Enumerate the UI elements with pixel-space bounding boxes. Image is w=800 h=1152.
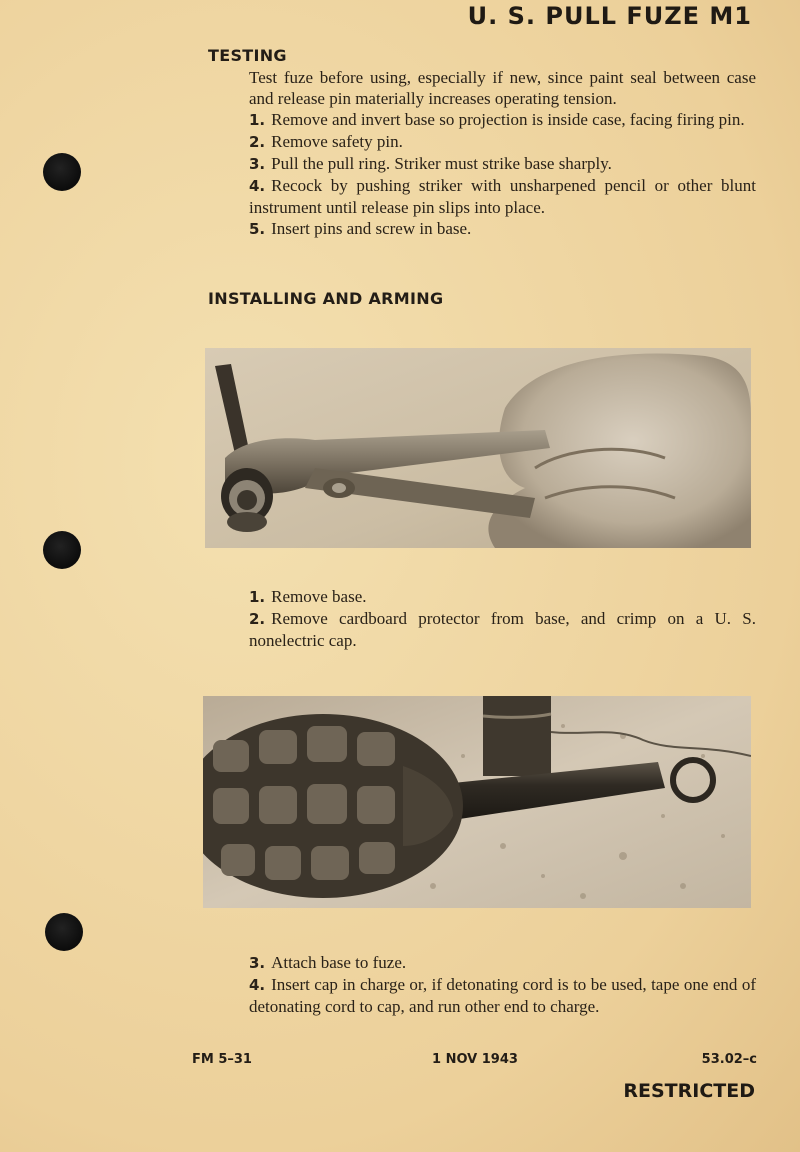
step-text: Insert pins and screw in base.	[271, 219, 472, 238]
crimper-illustration	[205, 348, 751, 548]
binder-hole-top	[43, 153, 81, 191]
testing-heading: TESTING	[208, 46, 287, 65]
testing-step-3	[249, 153, 756, 175]
step-number: 2.	[249, 133, 266, 151]
binder-hole-bottom	[45, 913, 83, 951]
steps-a-list	[249, 586, 756, 651]
step-text: Recock by pushing striker with unsharpened pencil or other blunt instrument until release pin slips into place.	[249, 176, 756, 217]
testing-step-5	[249, 218, 756, 240]
step-text: Insert cap in charge or, if detonating cord is to be used, tape one end of detonating cord to cap, and run other end to charge.	[249, 975, 756, 1016]
testing-step-1	[249, 109, 756, 131]
installing-step-2	[249, 608, 756, 651]
step-number: 1.	[249, 111, 266, 129]
installing-steps-a	[249, 586, 756, 651]
step-text: Remove base.	[271, 587, 367, 606]
step-number: 5.	[249, 220, 266, 238]
installing-heading: INSTALLING AND ARMING	[208, 289, 444, 308]
step-number: 2.	[249, 610, 266, 628]
testing-intro: Test fuze before using, especially if new, since paint seal between case and release pin materially increases operating tension.	[249, 68, 756, 108]
grenade-photo	[203, 696, 751, 908]
step-text: Pull the pull ring. Striker must strike base sharply.	[271, 154, 612, 173]
testing-text	[249, 67, 756, 240]
step-number: 1.	[249, 588, 266, 606]
footer-date: 1 NOV 1943	[432, 1052, 518, 1067]
page-title: U. S. PULL FUZE M1	[467, 2, 752, 30]
step-number: 4.	[249, 177, 266, 195]
installing-step-2	[249, 974, 756, 1017]
step-number: 3.	[249, 155, 266, 173]
step-text: Remove and invert base so projection is inside case, facing firing pin.	[271, 110, 745, 129]
step-text: Remove safety pin.	[271, 132, 403, 151]
installing-steps-b	[249, 952, 756, 1017]
testing-step-2	[249, 131, 756, 153]
step-number: 4.	[249, 976, 266, 994]
installing-step-1	[249, 952, 756, 974]
testing-steps-list	[249, 109, 756, 240]
installing-step-1	[249, 586, 756, 608]
crimper-photo	[205, 348, 751, 548]
footer-section-number: 53.02–c	[701, 1052, 757, 1067]
binder-hole-middle	[43, 531, 81, 569]
step-number: 3.	[249, 954, 266, 972]
footer-manual-number: FM 5–31	[192, 1052, 252, 1067]
classification-marking: RESTRICTED	[623, 1080, 755, 1102]
step-text: Attach base to fuze.	[271, 953, 407, 972]
testing-step-4	[249, 175, 756, 218]
steps-b-list	[249, 952, 756, 1017]
grenade-illustration	[203, 696, 751, 908]
step-text: Remove cardboard protector from base, and crimp on a U. S. nonelectric cap.	[249, 609, 756, 650]
